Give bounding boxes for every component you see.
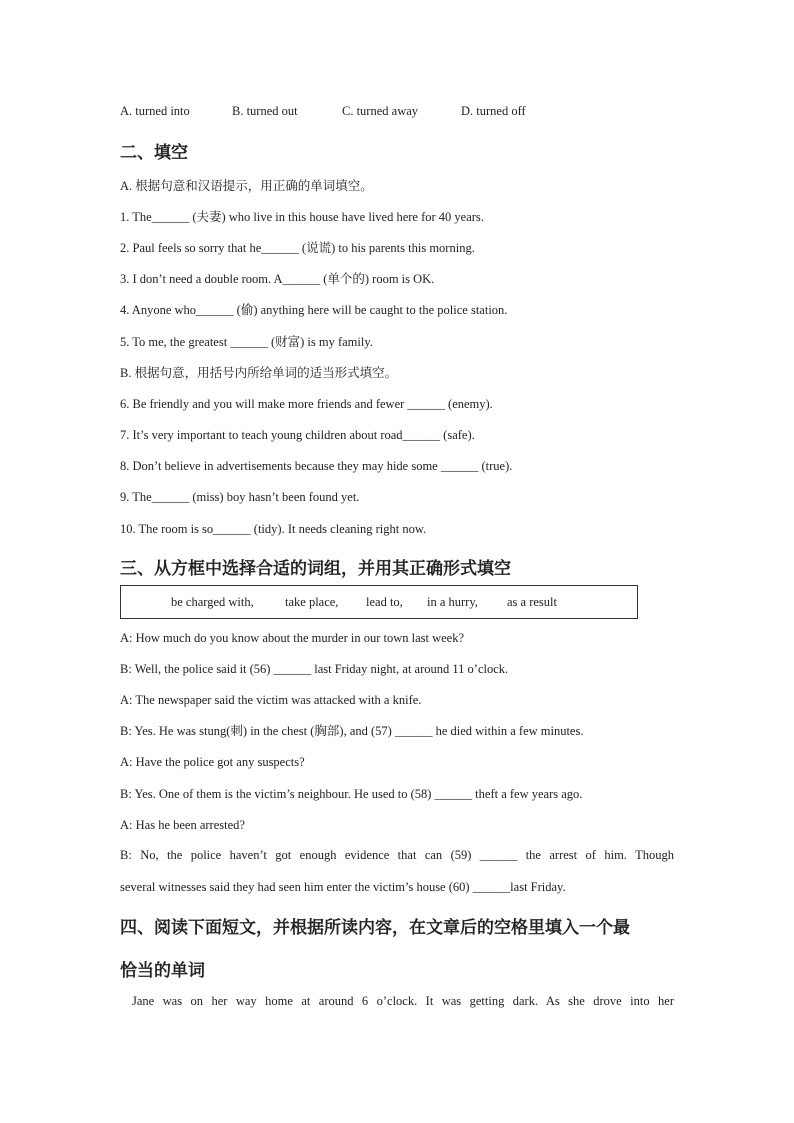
dialogue-line: B: Yes. He was stung(刺) in the chest (胸部), and (57) ______ he died within a few minutes. [120, 724, 584, 738]
question-item: 6. Be friendly and you will make more friends and fewer ______ (enemy). [120, 397, 493, 411]
phrase-box [120, 585, 638, 619]
phrase: be charged with, [171, 595, 254, 609]
phrase: as a result [507, 595, 557, 609]
question-item: 7. It’s very important to teach young children about road______ (safe). [120, 428, 475, 442]
phrase: lead to, [366, 595, 403, 609]
section-3-heading: 三、从方框中选择合适的词组，并用其正确形式填空 [120, 559, 511, 579]
section-4-heading: 四、阅读下面短文，并根据所读内容，在文章后的空格里填入一个最 [120, 918, 630, 938]
option-b: B. turned out [232, 104, 298, 118]
question-item: 9. The______ (miss) boy hasn’t been found yet. [120, 490, 360, 504]
question-item: 10. The room is so______ (tidy). It needs cleaning right now. [120, 522, 427, 536]
reading-paragraph: Jane was on her way home at around 6 o’clock. It was getting dark. As she drove into her [132, 994, 674, 1008]
dialogue-line: A: The newspaper said the victim was attacked with a knife. [120, 693, 422, 707]
question-item: 1. The______ (夫妻) who live in this house have lived here for 40 years. [120, 210, 484, 224]
dialogue-line: A: Has he been arrested? [120, 818, 245, 832]
option-a: A. turned into [120, 104, 190, 118]
option-d: D. turned off [461, 104, 526, 118]
part-b-instruction: B. 根据句意，用括号内所给单词的适当形式填空。 [120, 366, 398, 380]
section-2-heading: 二、填空 [120, 143, 188, 163]
question-item: 3. I don’t need a double room. A______ (单个的) room is OK. [120, 272, 435, 286]
dialogue-line: B: Yes. One of them is the victim’s neighbour. He used to (58) ______ theft a few years ago. [120, 787, 583, 801]
question-item: 8. Don’t believe in advertisements because they may hide some ______ (true). [120, 459, 513, 473]
question-item: 2. Paul feels so sorry that he______ (说谎) to his parents this morning. [120, 241, 475, 255]
dialogue-line: B: Well, the police said it (56) ______ last Friday night, at around 11 o’clock. [120, 662, 509, 676]
dialogue-line: A: Have the police got any suspects? [120, 755, 305, 769]
dialogue-line: A: How much do you know about the murder in our town last week? [120, 631, 465, 645]
dialogue-line: B: No, the police haven’t got enough evidence that can (59) ______ the arrest of him. Though [120, 848, 674, 862]
section-4-heading-cont: 恰当的单词 [120, 961, 205, 981]
question-item: 4. Anyone who______ (偷) anything here will be caught to the police station. [120, 303, 508, 317]
option-c: C. turned away [342, 104, 419, 118]
part-a-instruction: A. 根据句意和汉语提示，用正确的单词填空。 [120, 179, 373, 193]
question-item: 5. To me, the greatest ______ (财富) is my family. [120, 335, 373, 349]
phrase: take place, [285, 595, 339, 609]
dialogue-line: several witnesses said they had seen him enter the victim’s house (60) ______last Friday. [120, 880, 566, 894]
phrase: in a hurry, [427, 595, 478, 609]
